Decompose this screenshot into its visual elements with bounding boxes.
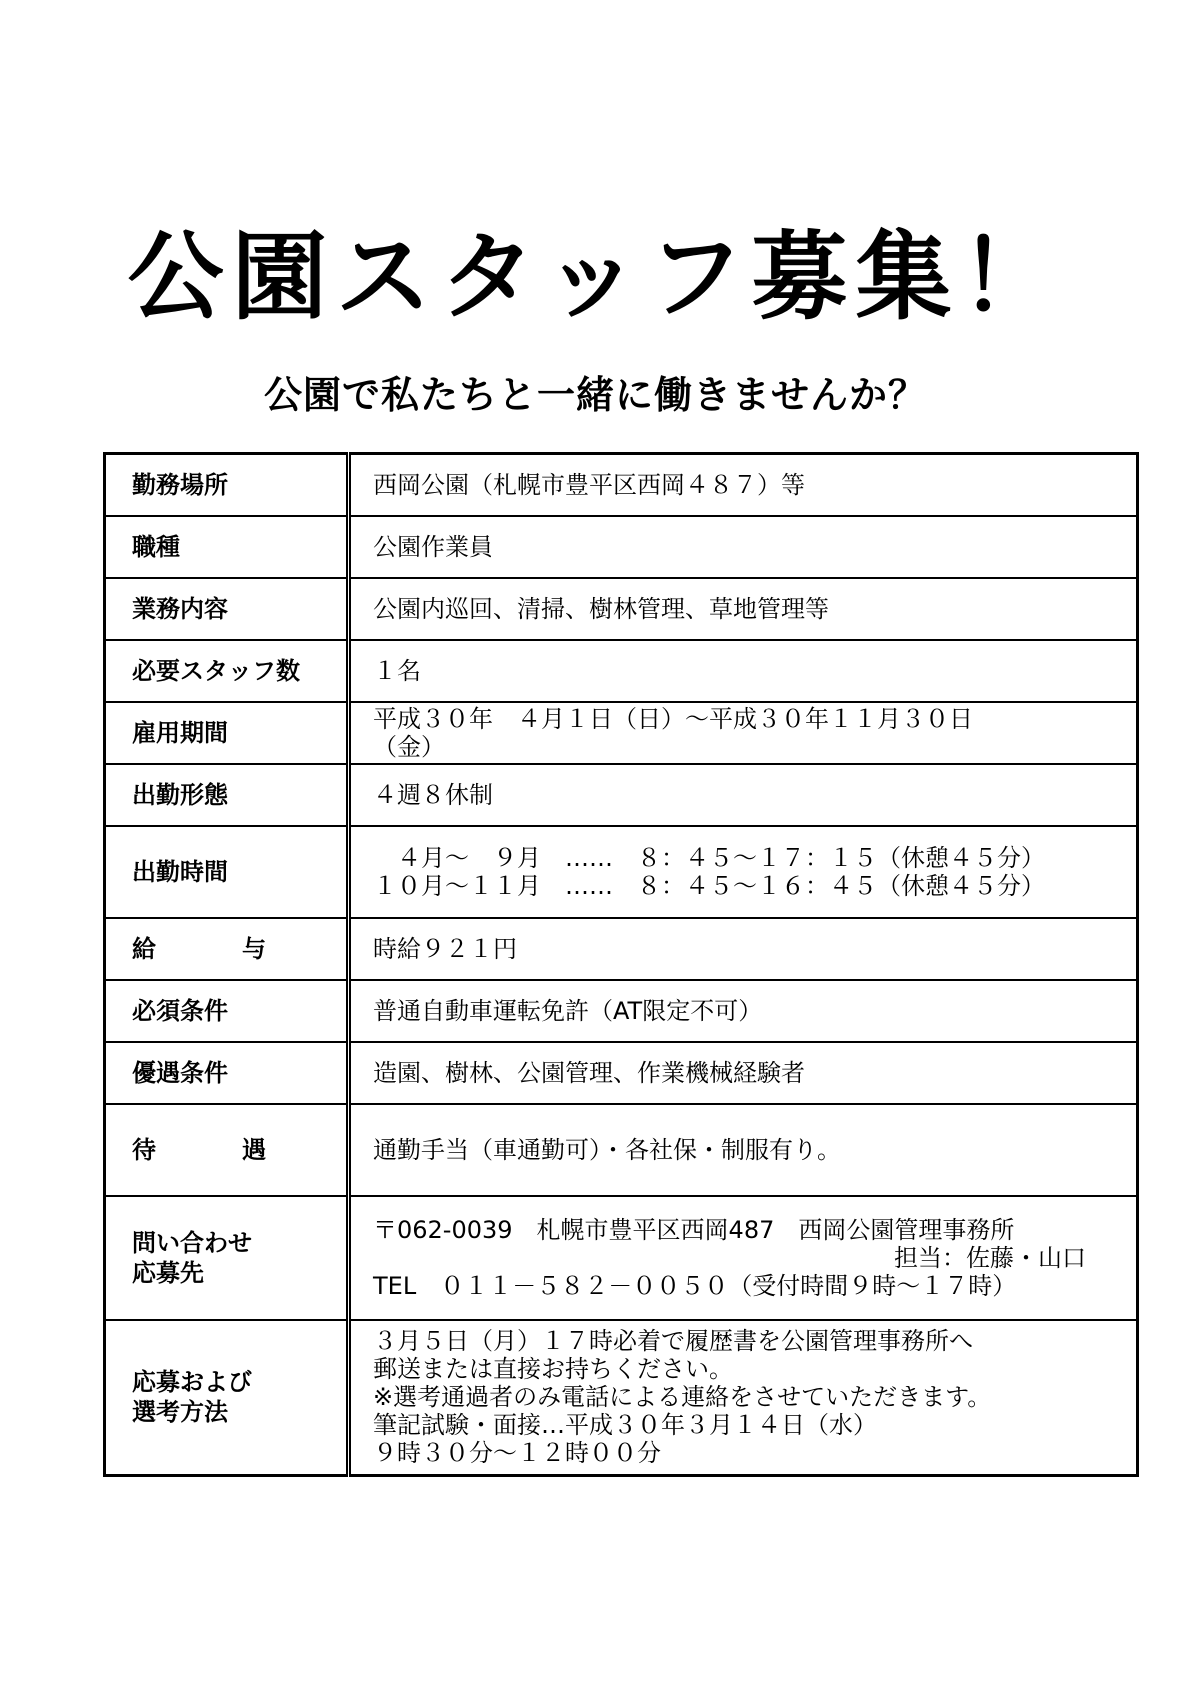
row-value: 公園作業員 — [349, 516, 1138, 578]
table-row-requirements — [105, 980, 1138, 1042]
table-row-work-pattern — [105, 764, 1138, 826]
row-label — [105, 1104, 349, 1196]
row-label: 必要スタッフ数 — [105, 640, 349, 702]
table-row-employment-period — [105, 702, 1138, 764]
job-info-table — [103, 452, 1139, 1477]
table-row-application — [105, 1320, 1138, 1476]
row-value: １名 — [349, 640, 1138, 702]
row-value: 公園内巡回、清掃、樹林管理、草地管理等 — [349, 578, 1138, 640]
row-value — [349, 826, 1138, 918]
row-label: 出勤時間 — [105, 826, 349, 918]
contact-person: 担当：佐藤・山口 — [894, 1243, 1086, 1272]
row-label: 業務内容 — [105, 578, 349, 640]
spread-label — [132, 1135, 266, 1165]
row-label: 出勤形態 — [105, 764, 349, 826]
label-char: 与 — [242, 934, 266, 963]
table-row-staff-count — [105, 640, 1138, 702]
row-label — [105, 1196, 349, 1320]
row-label: 雇用期間 — [105, 702, 349, 764]
row-value — [349, 1196, 1138, 1320]
page-title: 公園スタッフ募集！ — [127, 221, 1064, 333]
label-char: 遇 — [242, 1135, 266, 1164]
label-line: 問い合わせ — [132, 1228, 252, 1257]
row-value — [349, 702, 1138, 764]
label-char: 待 — [132, 1135, 156, 1164]
row-label: 勤務場所 — [105, 454, 349, 516]
value-line: 平成３０年 ４月１日（日）～平成３０年１１月３０日 — [373, 704, 973, 733]
row-label — [105, 918, 349, 980]
row-value: 普通自動車運転免許（AT限定不可） — [349, 980, 1138, 1042]
row-value: ４週８休制 — [349, 764, 1138, 826]
value-line: ４月～ ９月 …… ８：４５～１７：１５（休憩４５分） — [373, 843, 1045, 872]
contact-address: 〒062-0039 札幌市豊平区西岡487 西岡公園管理事務所 — [373, 1215, 1015, 1244]
label-line: 応募および — [132, 1368, 252, 1397]
label-line: 選考方法 — [132, 1398, 228, 1427]
value-line: ９時３０分～１２時００分 — [373, 1439, 661, 1468]
row-label — [105, 1320, 349, 1476]
table-row-work-hours — [105, 826, 1138, 918]
row-label: 優遇条件 — [105, 1042, 349, 1104]
spread-label — [132, 934, 266, 964]
row-label: 必須条件 — [105, 980, 349, 1042]
table-row-duties — [105, 578, 1138, 640]
table-row-work-location — [105, 454, 1138, 516]
row-value: 西岡公園（札幌市豊平区西岡４８７）等 — [349, 454, 1138, 516]
table-row-preferred — [105, 1042, 1138, 1104]
row-value — [349, 1320, 1138, 1476]
table-row-job-type — [105, 516, 1138, 578]
value-line: １０月～１１月 …… ８：４５～１６：４５（休憩４５分） — [373, 871, 1045, 900]
label-line: 応募先 — [132, 1258, 204, 1287]
table-row-benefits — [105, 1104, 1138, 1196]
row-value: 通勤手当（車通勤可）・各社保・制服有り。 — [349, 1104, 1138, 1196]
value-line: ３月５日（月）１７時必着で履歴書を公園管理事務所へ — [373, 1327, 973, 1356]
contact-phone: TEL ０１１－５８２－００５０（受付時間９時～１７時） — [373, 1271, 1017, 1300]
value-line: （金） — [373, 732, 445, 761]
page-subtitle: 公園で私たちと一緒に働きませんか？ — [263, 373, 927, 417]
row-value: 時給９２１円 — [349, 918, 1138, 980]
table-row-contact — [105, 1196, 1138, 1320]
row-value: 造園、樹林、公園管理、作業機械経験者 — [349, 1042, 1138, 1104]
value-line: ※選考通過者のみ電話による連絡をさせていただきます。 — [373, 1383, 992, 1412]
table-row-salary — [105, 918, 1138, 980]
value-line: 郵送または直接お持ちください。 — [373, 1355, 733, 1384]
label-char: 給 — [132, 934, 156, 963]
value-line: 筆記試験・面接…平成３０年３月１４日（水） — [373, 1411, 877, 1440]
row-label: 職種 — [105, 516, 349, 578]
